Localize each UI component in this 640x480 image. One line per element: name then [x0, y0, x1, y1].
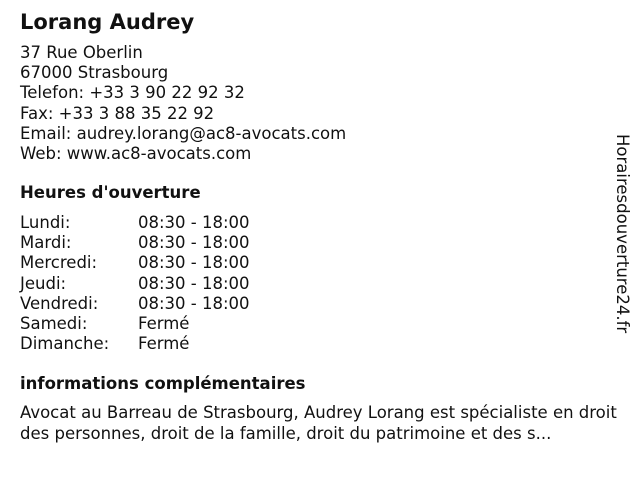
opening-hours-heading: Heures d'ouverture [20, 183, 201, 202]
day-label: Dimanche: [20, 334, 110, 354]
fax-number: Fax: +33 3 88 35 22 92 [20, 103, 215, 123]
additional-info-text: Avocat au Barreau de Strasbourg, Audrey Lorang est spécialiste en droit des personnes, droit de la famille, droit du patrimoine et des s... [20, 403, 617, 443]
email-address: Email: audrey.lorang@ac8-avocats.com [20, 123, 347, 143]
day-hours: Fermé [138, 313, 190, 333]
street-address: 37 Rue Oberlin [20, 43, 143, 62]
day-label: Jeudi: [20, 273, 67, 293]
day-hours: 08:30 - 18:00 [138, 233, 250, 253]
day-hours: 08:30 - 18:00 [138, 293, 250, 313]
day-label: Mercredi: [20, 253, 98, 273]
day-label: Lundi: [20, 213, 71, 232]
day-label: Mardi: [20, 233, 72, 253]
day-hours: Fermé [138, 334, 190, 354]
website: Web: www.ac8-avocats.com [20, 144, 252, 164]
day-label: Samedi: [20, 313, 88, 333]
day-hours: 08:30 - 18:00 [138, 213, 250, 232]
site-watermark: Horairesdouverture24.fr [613, 134, 632, 334]
contact-block [20, 43, 346, 164]
additional-info-heading: informations complémentaires [20, 374, 306, 393]
phone-number: Telefon: +33 3 90 22 92 32 [20, 83, 245, 103]
city-postal: 67000 Strasbourg [20, 63, 169, 83]
day-hours: 08:30 - 18:00 [138, 273, 250, 293]
business-name: Lorang Audrey [20, 10, 195, 34]
day-label: Vendredi: [20, 293, 99, 313]
day-hours: 08:30 - 18:00 [138, 253, 250, 273]
